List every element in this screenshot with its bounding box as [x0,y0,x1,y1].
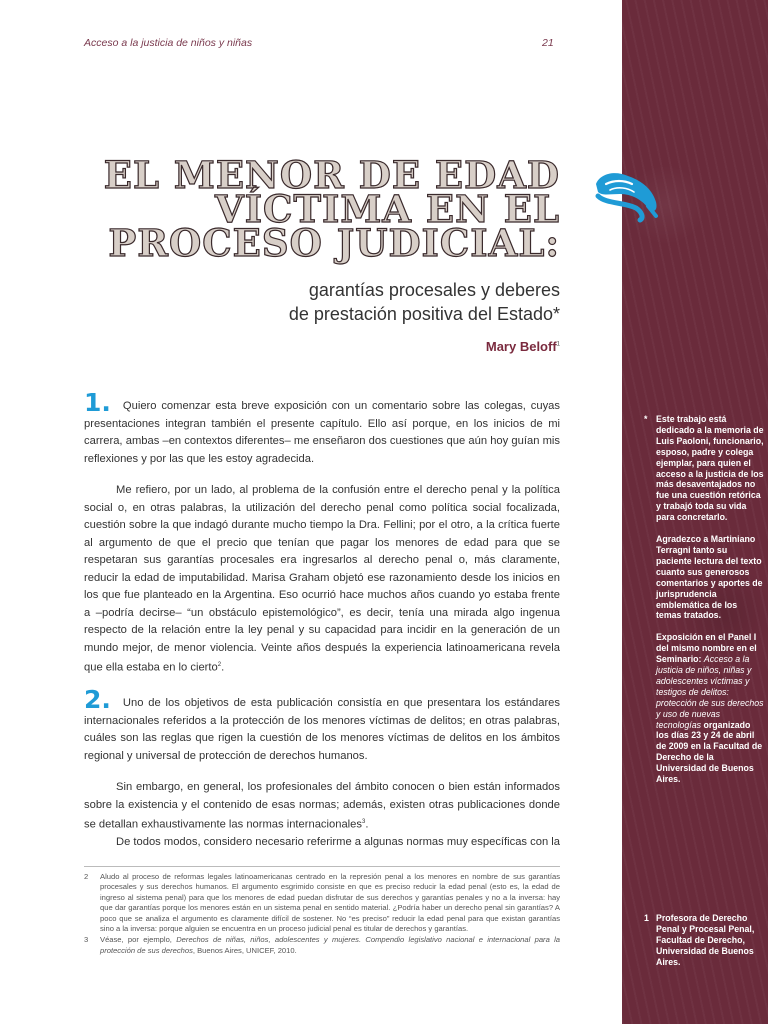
author-footnote-ref: 1 [556,341,560,348]
footnotes [84,866,560,956]
article-title [60,153,560,265]
section-1-paragraph-2: Me refiero, por un lado, al problema de la confusión entre el derecho penal y la política social o, en otras palabras, la utilización del derecho penal como política social focalizada, cuestión sobre la que indagó durante mucho tiempo la Dra. Fellini; por el otro, a la crítica fuerte al argumento de que el precio que tenían que pagar los menores de edad para que se respetaran sus garantías procesales era ingresarlos al derecho penal o, más claramente, reducir la edad de imputabilidad. Marisa Graham objetó ese razonamiento desde los inicios en los que fue planteado en la Argentina. Eso ocurrió hace muchos años cuando yo estaba frente a –podría decirse– “un obstáculo epistemológico”, es decir, tenía una mirada algo ingenua respecto de la relación entre la ley penal y su capacidad para incidir en la generación de un mundo mejor, de menor violencia. Veinte años después la experiencia latinoamericana revela que ella estaba en lo cierto$^2$. [84,484,560,674]
author-byline [300,339,560,354]
footnote-3 [84,935,560,956]
blue-scribble-icon [584,162,666,224]
footnote-2-text: Aludo al proceso de reformas legales latinoamericanas centrado en la represión penal a los menores en nombre de sus garantías procesales y sus derechos humanos. El argumento esgrimido consiste en que es preciso reducir la edad penal (esto es, la edad de ingreso al sistema penal) para que los menores de edad puedan disfrutar de sus derechos y garantías penales y no a la inversa: hay que dar garantías porque los menores están en un sistema penal en sentido material. ¿Podría haber un derecho penal sin garantías? A poco que se analiza el argumento es claramente difícil de sostener. No “es preciso” reducir la edad penal para que existan garantías sino a la inversa: porque alguien se encuentra en un proceso judicial penal es titular de derechos y garantías. [100,872,560,934]
footnote-ref-2: 2 [217,662,222,668]
footnote-2 [84,872,560,934]
sidebar-footnote-1-text: Profesora de Derecho Penal y Procesal Penal, Facultad de Derecho, Universidad de Buenos Aires. [656,913,755,967]
sidebar-footnote-1-number: 1 [644,913,649,923]
section-2-paragraph-1: 2. Uno de los objetivos de esta publicación consistía en que presentara los estándares internacionales referidos a la protección de los menores víctimas de delitos; en otras palabras, cuáles son las reglas que rigen la cuestión de los menores víctimas de delitos en los ámbitos regional y universal de protección de derechos humanos. [84,685,560,762]
footnote-3-number: 3 [84,935,89,945]
footnote-2-number: 2 [84,872,89,881]
sidebar-note-acknowledgement: Agradezco a Martiniano Terragni tanto su paciente lectura del texto cuanto sus generosos comentarios y aportes de jurisprudencia emblemática de los temas tratados. [656,534,763,621]
footnote-ref-3: 3 [361,819,366,826]
title-line-3: PROCESO JUDICIAL: [108,221,560,265]
section-1-paragraph-1: 1. Quiero comenzar esta breve exposición con un comentario sobre las colegas, cuyas presentaciones integran también el presente capítulo. Ello así porque, en los inicios de mi carrera, ambas –en contextos diferentes– me enseñaron dos cuestiones que aún hoy guían mis reflexiones y por las que les estoy agradecida. [84,388,560,465]
sidebar-footnote-1 [644,913,764,968]
title-line-1: EL MENOR DE EDAD [103,153,560,197]
footnote-3-title: Derechos de niñas, niños, adolescentes y mujeres. Compendio legislativo nacional e internacional para la protección de sus derechos [100,935,560,955]
article-subtitle [100,278,560,326]
sidebar-note-dedication: Este trabajo está dedicado a la memoria de Luis Paoloni, funcionario, esposo, padre y colega ejemplar, para quien el acceso a la justicia de los más desaventajados no fue una cuestión retórica y trabajó toda su vida para concretarlo. [656,414,764,523]
author-name: Mary Beloff [485,339,557,354]
section-1-number: 1. [84,388,111,417]
seminar-title: Acceso a la justicia de niños, niñas y adolescentes víctimas y testigos de delitos: protección de sus derechos y uso de nuevas tecnologías [656,654,764,730]
subtitle-line-2: de prestación positiva del Estado* [288,304,560,324]
title-line-2: VÍCTIMA EN EL [215,187,560,231]
article-body [84,388,560,866]
subtitle-line-1: garantías procesales y deberes [308,280,560,300]
section-2-paragraph-3: De todos modos, considero necesario referirme a algunas normas muy específicas con la [116,836,560,849]
page-number: 21 [542,37,554,49]
footnote-3-text: Véase, por ejemplo, Derechos de niñas, niños, adolescentes y mujeres. Compendio legislativo nacional e internacional para la protección de sus derechos, Buenos Aires, UNICEF, 2010. [100,935,560,955]
section-2-paragraph-2: Sin embargo, en general, los profesionales del ámbito conocen o bien están informados sobre la existencia y el contenido de esas normas; además, existen otras publicaciones donde se detallan exhaustivamente las normas internacionales$^3$. [84,781,560,831]
sidebar-note [644,414,764,796]
running-header: Acceso a la justicia de niños y niñas [84,37,253,49]
sidebar-note-seminar: Exposición en el Panel I del mismo nombre en el Seminario: Acceso a la justicia de niños, niñas y adolescentes víctimas y testigos de delitos: protección de sus derechos y uso de nuevas tecnologías organizado los días 23 y 24 de abril de 2009 en la Facultad de Derecho de la Universidad de Buenos Aires. [656,632,764,785]
section-2-number: 2. [84,685,111,715]
sidebar-note-marker: * [644,414,648,424]
